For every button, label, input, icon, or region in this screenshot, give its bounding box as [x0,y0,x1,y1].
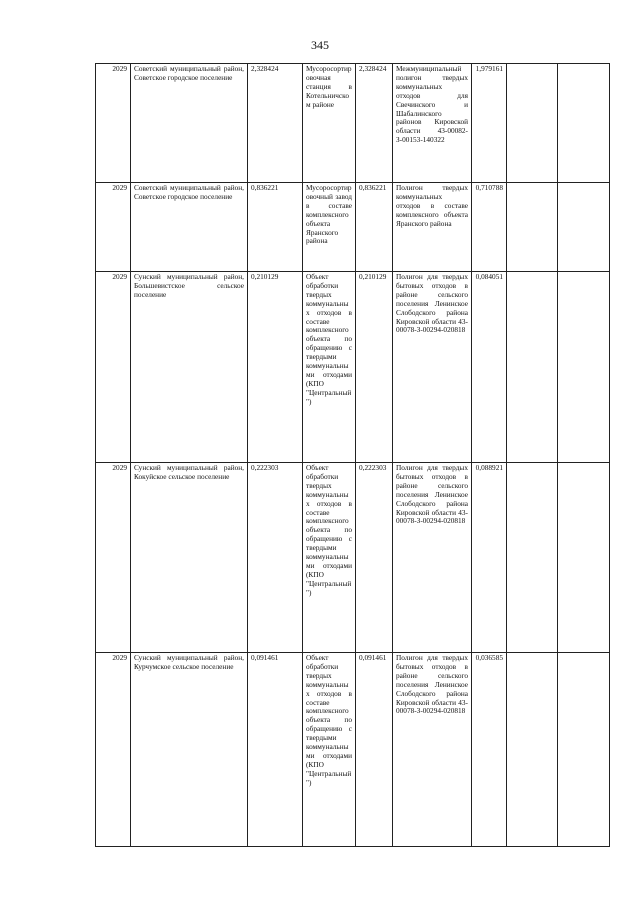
municipality-cell: Сунский муниципальный район, Курчумское сельское поселение [131,653,248,847]
processing-object-cell: Мусоросортировочный завод в составе комплексного объекта Яранского района [303,183,356,272]
object-volume-cell: 2,328424 [356,64,393,183]
year-cell: 2029 [96,183,131,272]
object-volume-cell: 0,091461 [356,653,393,847]
year-cell: 2029 [96,463,131,653]
volume-cell: 0,091461 [248,653,303,847]
table-row [96,183,610,272]
table-row [96,64,610,183]
destination-volume-cell: 0,710788 [472,183,507,272]
destination-cell: Полигон для твердых бытовых отходов в районе сельского поселения Ленинское Слободского района Кировской области 43-00078-З-00294-020818 [393,272,472,463]
table-row [96,653,610,847]
destination-volume-cell: 1,979161 [472,64,507,183]
municipality-cell: Сунский муниципальный район, Большевистское сельское поселение [131,272,248,463]
processing-object-cell: Мусоросортировочная станция в Котельничском районе [303,64,356,183]
processing-object-cell: Объект обработки твердых коммунальных отходов в составе комплексного объекта по обращению с твердыми коммунальными отходами (КПО "Центральный") [303,463,356,653]
object-volume-cell: 0,222303 [356,463,393,653]
empty-cell [507,653,558,847]
destination-volume-cell: 0,036585 [472,653,507,847]
empty-cell [558,183,610,272]
volume-cell: 2,328424 [248,64,303,183]
processing-object-cell: Объект обработки твердых коммунальных отходов в составе комплексного объекта по обращению с твердыми коммунальными отходами (КПО "Центральный") [303,653,356,847]
empty-cell [558,463,610,653]
waste-flow-table [95,63,610,847]
processing-object-cell: Объект обработки твердых коммунальных отходов в составе комплексного объекта по обращению с твердыми коммунальными отходами (КПО "Центральный") [303,272,356,463]
object-volume-cell: 0,210129 [356,272,393,463]
volume-cell: 0,222303 [248,463,303,653]
empty-cell [507,272,558,463]
municipality-cell: Советский муниципальный район, Советское городское поселение [131,64,248,183]
municipality-cell: Сунский муниципальный район, Кокуйское сельское поселение [131,463,248,653]
object-volume-cell: 0,836221 [356,183,393,272]
destination-volume-cell: 0,084051 [472,272,507,463]
empty-cell [558,653,610,847]
empty-cell [507,463,558,653]
empty-cell [507,64,558,183]
destination-volume-cell: 0,088921 [472,463,507,653]
table-row [96,463,610,653]
destination-cell: Полигон для твердых бытовых отходов в районе сельского поселения Ленинское Слободского района Кировской области 43-00078-З-00294-020818 [393,463,472,653]
municipality-cell: Советский муниципальный район, Советское городское поселение [131,183,248,272]
volume-cell: 0,836221 [248,183,303,272]
destination-cell: Межмуниципальный полигон твердых коммунальных отходов для Свечинского и Шабалинского районов Кировской области 43-00082-З-00153-140322 [393,64,472,183]
year-cell: 2029 [96,653,131,847]
volume-cell: 0,210129 [248,272,303,463]
empty-cell [507,183,558,272]
destination-cell: Полигон для твердых бытовых отходов в районе сельского поселения Ленинское Слободского района Кировской области 43-00078-З-00294-020818 [393,653,472,847]
page-number: 345 [311,38,329,52]
empty-cell [558,64,610,183]
empty-cell [558,272,610,463]
year-cell: 2029 [96,64,131,183]
year-cell: 2029 [96,272,131,463]
table-row [96,272,610,463]
destination-cell: Полигон твердых коммунальных отходов в составе комплексного объекта Яранского района [393,183,472,272]
